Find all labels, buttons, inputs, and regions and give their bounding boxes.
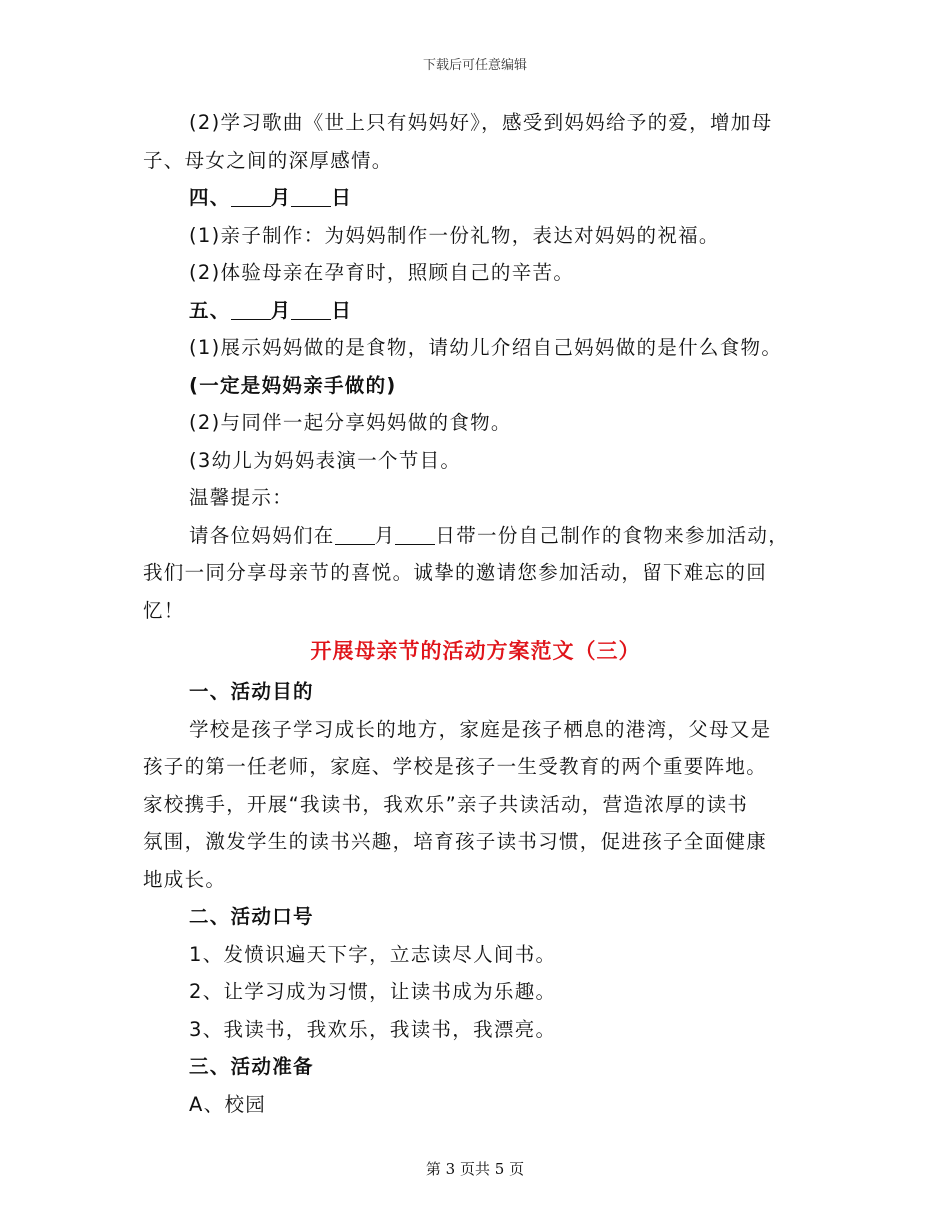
paragraph-line: (3幼儿为妈妈表演一个节目。 (189, 448, 462, 472)
paragraph-line: 我们一同分享母亲节的喜悦。诚挚的邀请您参加活动，留下难忘的回 (143, 561, 768, 584)
section-heading: 一、活动目的 (189, 680, 314, 703)
paragraph-line: (一定是妈妈亲手做的) (189, 373, 397, 397)
paragraph-line: 温馨提示： (189, 486, 294, 509)
heading-prefix: 五、 (189, 298, 231, 322)
blank-underline (395, 524, 435, 545)
section-heading: 三、活动准备 (189, 1055, 314, 1078)
date-heading-five (143, 292, 808, 330)
heading-prefix: 四、 (189, 186, 231, 209)
paragraph-line: 家校携手，开展“我读书，我欢乐”亲子共读活动，营造浓厚的读书 (143, 792, 749, 816)
blank-underline (291, 299, 331, 320)
blank-underline (291, 186, 331, 207)
page-header: 下载后可任意编辑 (422, 58, 527, 73)
reminder-text: 日带一份自己制作的食物来参加活动， (435, 523, 790, 547)
paragraph-line: 氛围，激发学生的读书兴趣，培育孩子读书习惯，促进孩子全面健康 (143, 830, 768, 853)
list-item: 3、我读书，我欢乐，我读书，我漂亮。 (189, 1017, 557, 1041)
month-label: 月 (374, 523, 396, 547)
paragraph-line: 忆！ (143, 598, 185, 622)
list-item: A、校园 (189, 1092, 267, 1116)
reminder-text: 请各位妈妈们在 (189, 523, 335, 547)
document-body (143, 104, 808, 1123)
paragraph-line: 学校是孩子学习成长的地方，家庭是孩子栖息的港湾，父母又是 (189, 717, 772, 741)
paragraph-line: (1)亲子制作：为妈妈制作一份礼物，表达对妈妈的祝福。 (189, 223, 720, 247)
reminder-line (143, 517, 808, 555)
paragraph-line: (2)学习歌曲《世上只有妈妈好》，感受到妈妈给予的爱，增加母 (189, 111, 773, 134)
blank-underline (335, 524, 375, 545)
list-item: 2、让学习成为习惯，让读书成为乐趣。 (189, 980, 557, 1003)
paragraph-line: 地成长。 (143, 867, 227, 891)
paragraph-line: 子、母女之间的深厚感情。 (143, 148, 393, 172)
month-label: 月 (270, 186, 292, 209)
blank-underline (231, 299, 271, 320)
paragraph-line: (1)展示妈妈做的是食物，请幼儿介绍自己妈妈做的是什么食物。 (189, 336, 783, 359)
day-label: 日 (331, 186, 353, 209)
section-heading: 二、活动口号 (189, 905, 314, 928)
day-label: 日 (331, 298, 353, 322)
page-footer: 第 3 页共 5 页 (425, 1160, 525, 1178)
paragraph-line: 孩子的第一任老师，家庭、学校是孩子一生受教育的两个重要阵地。 (143, 755, 768, 778)
date-heading-four (143, 179, 808, 217)
section-title: 开展母亲节的活动方案范文（三） (310, 639, 641, 663)
paragraph-line: (2)体验母亲在孕育时，照顾自己的辛苦。 (189, 261, 575, 284)
month-label: 月 (270, 298, 292, 322)
paragraph-line: (2)与同伴一起分享妈妈做的食物。 (189, 411, 512, 434)
list-item: 1、发愤识遍天下字，立志读尽人间书。 (189, 942, 557, 966)
blank-underline (231, 186, 271, 207)
